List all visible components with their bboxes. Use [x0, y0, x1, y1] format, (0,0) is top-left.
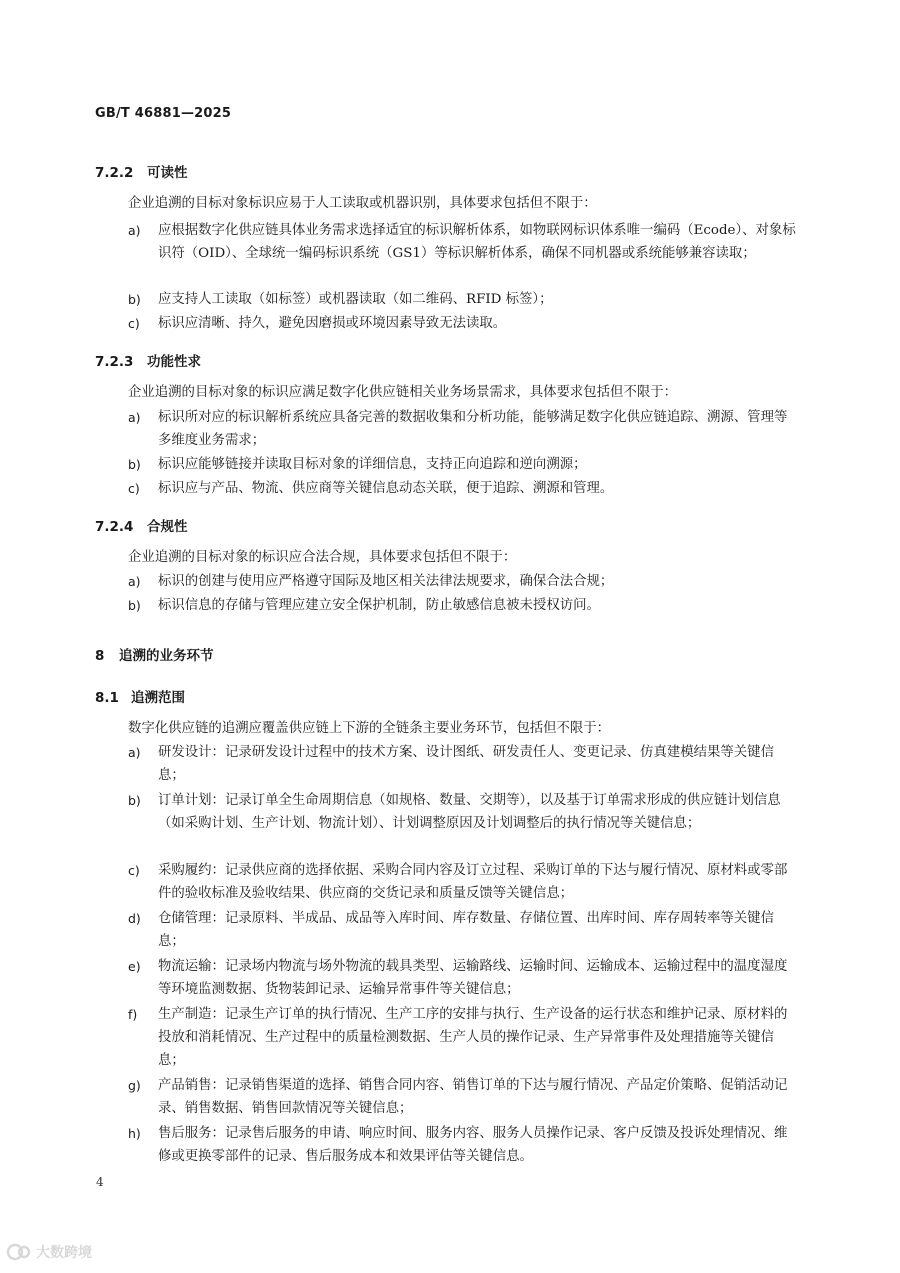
list-marker: e) [128, 959, 141, 974]
intro-7-2-4: 企业追溯的目标对象的标识应合法合规，具体要求包括但不限于： [128, 550, 517, 565]
list-item [128, 1003, 798, 1072]
list-marker: b) [128, 598, 141, 613]
list-item [128, 477, 798, 500]
list-text: 标识应清晰、持久，避免因磨损或环境因素导致无法读取。 [158, 316, 507, 331]
list-item [128, 594, 798, 617]
list-item [128, 789, 798, 835]
list-item [128, 1074, 798, 1120]
list-marker: a) [128, 574, 141, 589]
list-marker: c) [128, 863, 140, 878]
heading-number: 8 [95, 648, 105, 664]
list-marker: f) [128, 1007, 138, 1022]
list-marker: a) [128, 410, 141, 425]
list-text: 售后服务：记录售后服务的申请、响应时间、服务内容、服务人员操作记录、客户反馈及投诉处理情况、维修或更换零部件的记录、售后服务成本和效果评估等关键信息。 [158, 1126, 788, 1164]
heading-number: 7.2.4 [95, 519, 134, 535]
heading-number: 7.2.2 [95, 165, 134, 181]
heading-title: 功能性求 [147, 354, 201, 370]
list-text: 生产制造：记录生产订单的执行情况、生产工序的安排与执行、生产设备的运行状态和维护记录、原材料的投放和消耗情况、生产过程中的质量检测数据、生产人员的操作记录、生产异常事件及处理措施等关键信息； [158, 1007, 788, 1068]
intro-7-2-2: 企业追溯的目标对象标识应易于人工读取或机器识别，具体要求包括但不限于： [128, 196, 597, 211]
list-text: 标识应能够链接并读取目标对象的详细信息，支持正向追踪和逆向溯源； [158, 457, 587, 472]
list-item [128, 955, 798, 1001]
list-text: 标识的创建与使用应严格遵守国际及地区相关法律法规要求，确保合法合规； [158, 574, 614, 589]
heading-7-2-2 [95, 161, 188, 181]
heading-number: 7.2.3 [95, 354, 134, 370]
heading-7-2-4 [95, 515, 188, 535]
heading-number: 8.1 [95, 690, 119, 706]
list-item [128, 312, 798, 335]
list-item [128, 219, 798, 265]
list-text: 研发设计：记录研发设计过程中的技术方案、设计图纸、研发责任人、变更记录、仿真建模结果等关键信息； [158, 745, 774, 783]
list-marker: a) [128, 223, 141, 238]
list-marker: g) [128, 1078, 141, 1093]
standard-code: GB/T 46881—2025 [95, 106, 232, 121]
watermark [6, 1241, 92, 1263]
list-item [128, 741, 798, 787]
list-marker: h) [128, 1126, 141, 1141]
list-marker: b) [128, 457, 141, 472]
list-item [128, 288, 798, 311]
page-number: 4 [96, 1175, 104, 1189]
list-item [128, 570, 798, 593]
watermark-logo-icon [6, 1241, 32, 1263]
list-item [128, 859, 798, 905]
list-text: 应根据数字化供应链具体业务需求选择适宜的标识解析体系，如物联网标识体系唯一编码（Ecode）、对象标识符（OID）、全球统一编码标识系统（GS1）等标识解析体系，确保不同机器或系统能够兼容读取； [158, 223, 796, 261]
list-text: 仓储管理：记录原料、半成品、成品等入库时间、库存数量、存储位置、出库时间、库存周转率等关键信息； [158, 911, 774, 949]
list-text: 应支持人工读取（如标签）或机器读取（如二维码、RFID 标签）； [158, 292, 553, 307]
heading-7-2-3 [95, 350, 201, 370]
list-marker: b) [128, 292, 141, 307]
heading-title: 追溯范围 [131, 690, 185, 706]
list-marker: c) [128, 481, 140, 496]
heading-8 [95, 644, 214, 664]
heading-title: 可读性 [147, 165, 188, 181]
intro-7-2-3: 企业追溯的目标对象的标识应满足数字化供应链相关业务场景需求，具体要求包括但不限于： [128, 385, 678, 400]
list-text: 订单计划：记录订单全生命周期信息（如规格、数量、交期等），以及基于订单需求形成的供应链计划信息（如采购计划、生产计划、物流计划）、计划调整原因及计划调整后的执行情况等关键信息； [158, 793, 781, 831]
watermark-text: 大数跨境 [36, 1245, 92, 1261]
list-item [128, 406, 798, 452]
list-marker: b) [128, 793, 141, 808]
heading-8-1 [95, 686, 185, 706]
list-text: 物流运输：记录场内物流与场外物流的载具类型、运输路线、运输时间、运输成本、运输过程中的温度湿度等环境监测数据、货物装卸记录、运输异常事件等关键信息； [158, 959, 788, 997]
list-text: 标识信息的存储与管理应建立安全保护机制，防止敏感信息被未授权访问。 [158, 598, 600, 613]
list-text: 产品销售：记录销售渠道的选择、销售合同内容、销售订单的下达与履行情况、产品定价策略、促销活动记录、销售数据、销售回款情况等关键信息； [158, 1078, 788, 1116]
intro-8-1: 数字化供应链的追溯应覆盖供应链上下游的全链条主要业务环节，包括但不限于： [128, 721, 611, 736]
heading-title: 追溯的业务环节 [119, 648, 214, 664]
list-text: 标识应与产品、物流、供应商等关键信息动态关联，便于追踪、溯源和管理。 [158, 481, 614, 496]
list-item [128, 453, 798, 476]
list-item [128, 907, 798, 953]
list-item [128, 1122, 798, 1168]
list-marker: c) [128, 316, 140, 331]
list-marker: a) [128, 745, 141, 760]
heading-title: 合规性 [147, 519, 188, 535]
list-text: 标识所对应的标识解析系统应具备完善的数据收集和分析功能，能够满足数字化供应链追踪、溯源、管理等多维度业务需求； [158, 410, 788, 448]
list-marker: d) [128, 911, 141, 926]
list-text: 采购履约：记录供应商的选择依据、采购合同内容及订立过程、采购订单的下达与履行情况、原材料或零部件的验收标准及验收结果、供应商的交货记录和质量反馈等关键信息； [158, 863, 788, 901]
